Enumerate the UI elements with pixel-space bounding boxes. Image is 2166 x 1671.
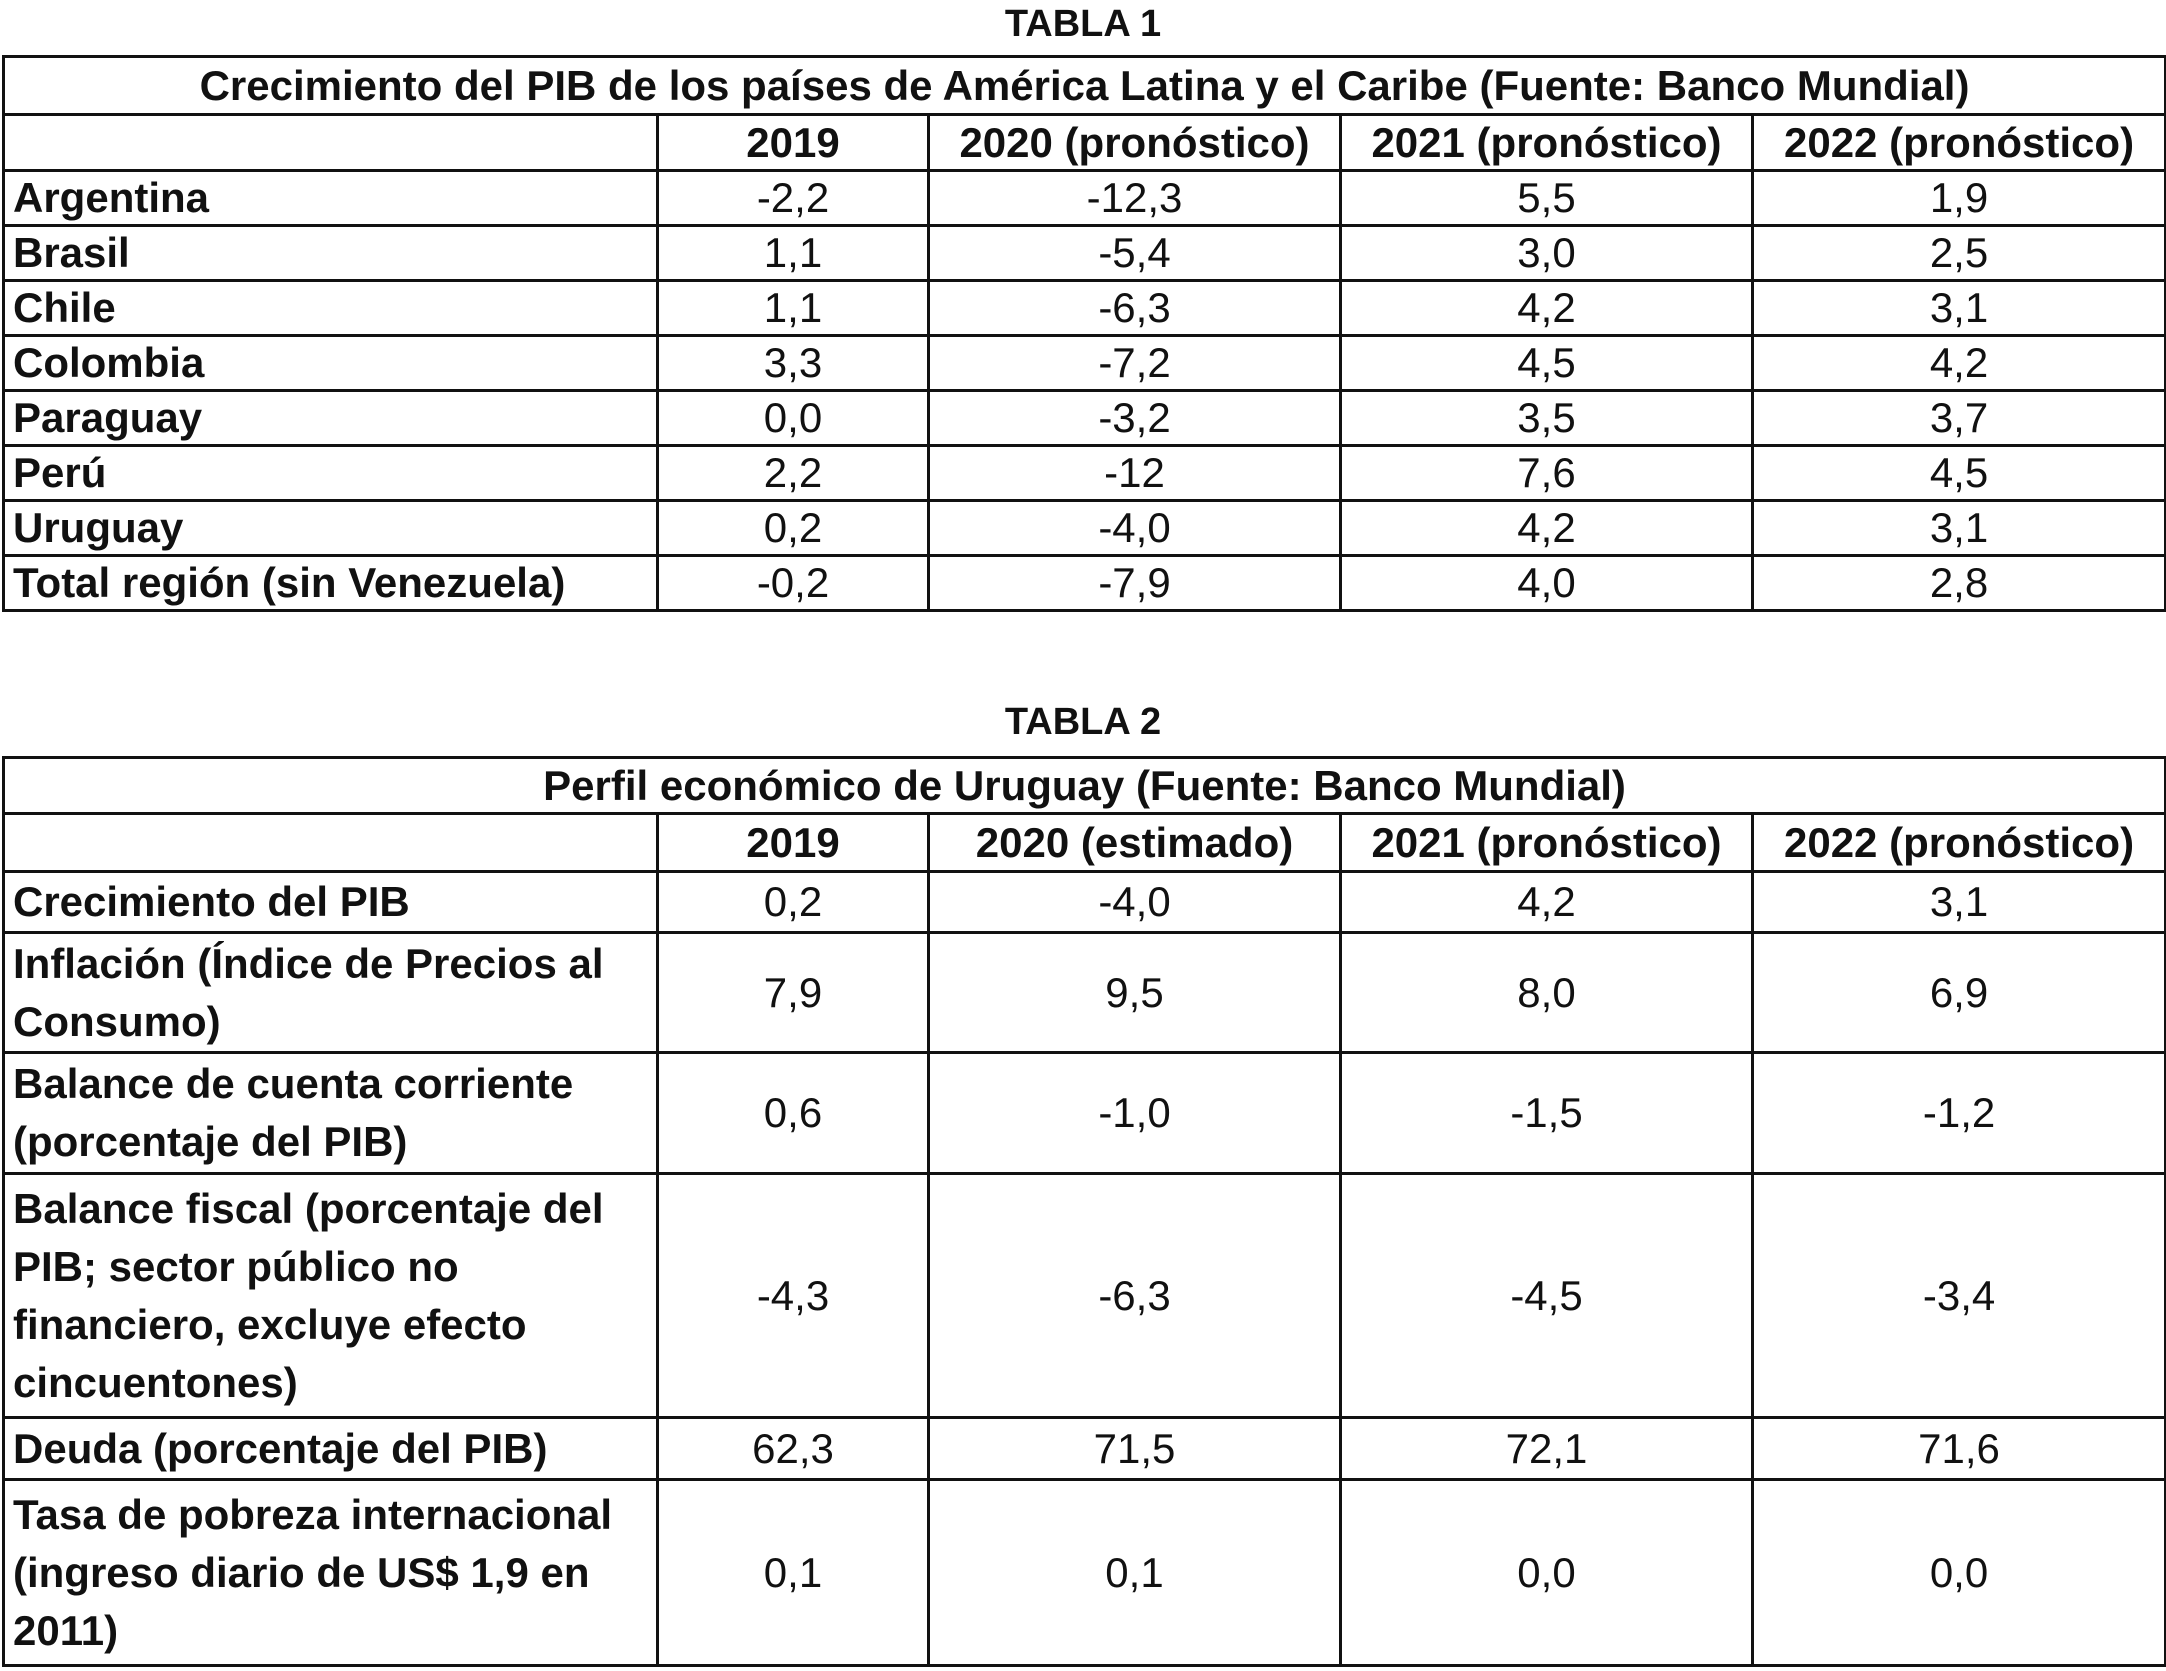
table2-header-2020: 2020 (estimado) — [929, 814, 1341, 872]
cell-value: 0,0 — [1753, 1480, 2166, 1666]
cell-value: 0,2 — [658, 872, 929, 933]
cell-value: -6,3 — [929, 281, 1341, 336]
cell-value: -1,5 — [1341, 1053, 1753, 1174]
table1-title: Crecimiento del PIB de los países de América Latina y el Caribe (Fuente: Banco Mundial) — [4, 57, 2166, 115]
table1-header-row — [4, 115, 2166, 171]
cell-value: 4,2 — [1341, 501, 1753, 556]
row-label: Chile — [4, 281, 658, 336]
cell-value: 3,5 — [1341, 391, 1753, 446]
table1-header-empty — [4, 115, 658, 171]
row-label: Argentina — [4, 171, 658, 226]
cell-value: -2,2 — [658, 171, 929, 226]
cell-value: -3,2 — [929, 391, 1341, 446]
cell-value: -1,2 — [1753, 1053, 2166, 1174]
table-row — [4, 1174, 2166, 1418]
row-label: Perú — [4, 446, 658, 501]
table-row — [4, 933, 2166, 1053]
row-label: Uruguay — [4, 501, 658, 556]
cell-value: 0,2 — [658, 501, 929, 556]
cell-value: 71,6 — [1753, 1418, 2166, 1480]
cell-value: -1,0 — [929, 1053, 1341, 1174]
cell-value: 1,9 — [1753, 171, 2166, 226]
table-row — [4, 391, 2166, 446]
cell-value: -0,2 — [658, 556, 929, 611]
table1 — [2, 55, 2166, 612]
cell-value: 3,3 — [658, 336, 929, 391]
cell-value: 2,8 — [1753, 556, 2166, 611]
cell-value: -4,0 — [929, 872, 1341, 933]
cell-value: 3,7 — [1753, 391, 2166, 446]
table2 — [2, 756, 2166, 1667]
cell-value: 8,0 — [1341, 933, 1753, 1053]
cell-value: 2,5 — [1753, 226, 2166, 281]
cell-value: 4,5 — [1341, 336, 1753, 391]
row-label: Paraguay — [4, 391, 658, 446]
table-row — [4, 281, 2166, 336]
cell-value: 4,5 — [1753, 446, 2166, 501]
cell-value: 71,5 — [929, 1418, 1341, 1480]
row-label: Balance fiscal (porcentaje del PIB; sector público no financiero, excluye efecto cincuentones) — [4, 1174, 658, 1418]
table1-header-2019: 2019 — [658, 115, 929, 171]
table1-header-2022: 2022 (pronóstico) — [1753, 115, 2166, 171]
cell-value: 62,3 — [658, 1418, 929, 1480]
cell-value: -12,3 — [929, 171, 1341, 226]
table-row — [4, 1053, 2166, 1174]
cell-value: -7,2 — [929, 336, 1341, 391]
cell-value: 4,2 — [1753, 336, 2166, 391]
cell-value: 3,1 — [1753, 501, 2166, 556]
cell-value: 3,1 — [1753, 872, 2166, 933]
cell-value: -7,9 — [929, 556, 1341, 611]
row-label: Tasa de pobreza internacional (ingreso diario de US$ 1,9 en 2011) — [4, 1480, 658, 1666]
table1-header-2020: 2020 (pronóstico) — [929, 115, 1341, 171]
table1-header-2021: 2021 (pronóstico) — [1341, 115, 1753, 171]
cell-value: 5,5 — [1341, 171, 1753, 226]
cell-value: 0,6 — [658, 1053, 929, 1174]
cell-value: -4,5 — [1341, 1174, 1753, 1418]
row-label: Colombia — [4, 336, 658, 391]
table2-header-row — [4, 814, 2166, 872]
table2-header-2022: 2022 (pronóstico) — [1753, 814, 2166, 872]
table-row — [4, 336, 2166, 391]
table-row — [4, 1480, 2166, 1666]
cell-value: -12 — [929, 446, 1341, 501]
table2-header-empty — [4, 814, 658, 872]
cell-value: -6,3 — [929, 1174, 1341, 1418]
row-label: Deuda (porcentaje del PIB) — [4, 1418, 658, 1480]
cell-value: 1,1 — [658, 226, 929, 281]
row-label: Inflación (Índice de Precios al Consumo) — [4, 933, 658, 1053]
cell-value: -3,4 — [1753, 1174, 2166, 1418]
table2-title: Perfil económico de Uruguay (Fuente: Banco Mundial) — [4, 758, 2166, 814]
table-row — [4, 171, 2166, 226]
table2-header-2019: 2019 — [658, 814, 929, 872]
cell-value: 0,0 — [1341, 1480, 1753, 1666]
table-row — [4, 501, 2166, 556]
cell-value: 6,9 — [1753, 933, 2166, 1053]
cell-value: 3,1 — [1753, 281, 2166, 336]
cell-value: 4,2 — [1341, 281, 1753, 336]
table-row — [4, 556, 2166, 611]
cell-value: -4,0 — [929, 501, 1341, 556]
cell-value: 7,9 — [658, 933, 929, 1053]
cell-value: 9,5 — [929, 933, 1341, 1053]
cell-value: 0,1 — [658, 1480, 929, 1666]
table2-caption: TABLA 2 — [1004, 701, 1162, 743]
cell-value: 0,0 — [658, 391, 929, 446]
cell-value: 1,1 — [658, 281, 929, 336]
cell-value: 3,0 — [1341, 226, 1753, 281]
table-row — [4, 1418, 2166, 1480]
cell-value: 4,0 — [1341, 556, 1753, 611]
row-label: Brasil — [4, 226, 658, 281]
table-row — [4, 446, 2166, 501]
table-row — [4, 872, 2166, 933]
cell-value: 2,2 — [658, 446, 929, 501]
table1-caption: TABLA 1 — [1004, 3, 1162, 45]
cell-value: -5,4 — [929, 226, 1341, 281]
row-label: Balance de cuenta corriente (porcentaje del PIB) — [4, 1053, 658, 1174]
cell-value: 0,1 — [929, 1480, 1341, 1666]
table-row — [4, 226, 2166, 281]
cell-value: -4,3 — [658, 1174, 929, 1418]
cell-value: 4,2 — [1341, 872, 1753, 933]
cell-value: 7,6 — [1341, 446, 1753, 501]
row-label: Crecimiento del PIB — [4, 872, 658, 933]
table2-header-2021: 2021 (pronóstico) — [1341, 814, 1753, 872]
row-label: Total región (sin Venezuela) — [4, 556, 658, 611]
cell-value: 72,1 — [1341, 1418, 1753, 1480]
